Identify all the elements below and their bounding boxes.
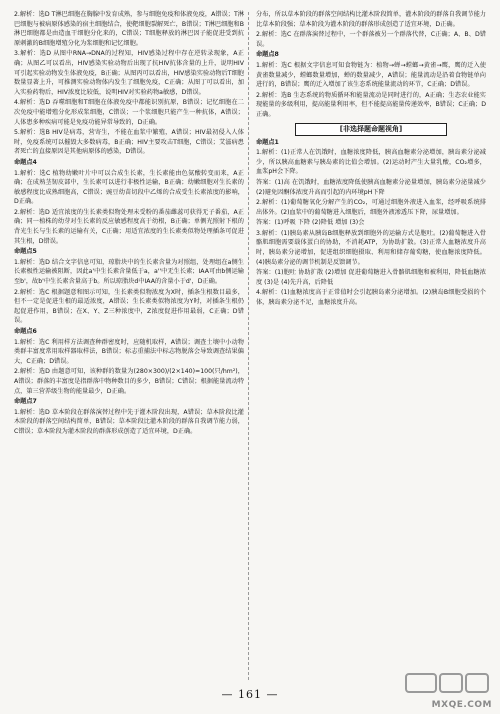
answer-paragraph: 分布，所以草本阶段的群落空间结构比灌木阶段简单，灌木阶段的群落自我调节能力比草本阶段强；草本阶段为灌木阶段的群落形成创造了适宜环境，D正确。 [256, 11, 486, 28]
column-divider [248, 12, 249, 680]
answer-paragraph: 2.解析：选C 在群落演替过程中，一个群落被另一个群落代替，C正确；A、B、D错误。 [256, 31, 486, 48]
answer-paragraph: 2.解析：选D 由题意可知，该种群的数量为(280×300)/(2×140)=100(只/hm²)，A错误；群落的丰富度是指群落中物种数目的多少，B错误；C错误；根据能量流动特点，第三营养级生物的能量最少，D正确。 [14, 368, 244, 395]
answer-paragraph: 3.解析：选D 从图中RNA→DNA的过程知，HIV感染过程中存在逆转录现象，A正确；从图乙可以看出，HIV感染实验动物后出现了抗HIV抗体含量的上升，说明HIV可引起实验动物发生体液免疫，B正确；从图丙可以看出，HIV感染实验动物后T细胞数量显著上升，可推测实验动物体内发生了细胞免疫，C正确；从图丁可以看出，加入实验药物后，HIV浓度比较低，说明HIV对实验药物a敏感，D错误。 [14, 50, 244, 96]
answer-paragraph: 1.解析：(1)正常人在饥饿时，血糖浓度降低，胰高血糖素分泌增加，胰岛素分泌减少，所以胰高血糖素与胰岛素的比值会增加。(2)运动时产生大量乳酸，CO₂增多，血浆pH会下降。 [256, 149, 486, 176]
answer-paragraph: 2.解析：(1)葡萄糖氧化分解产生的CO₂，可通过细胞外液进入血浆，经呼吸系统排出体外。(2)血浆中的葡萄糖进入细胞后，细胞外液渗透压下降，尿量增加。 [256, 199, 486, 216]
section-banner: [非选择题命题视角] [295, 123, 447, 136]
answer-paragraph: 2.解析：选C 根据题意和图示可知，生长素类似物浓度为X时，插条生根数目最多，但不一定是促进生根的最适浓度，A错误；生长素类似物浓度为Y时，对插条生根仍起促进作用，B错误；在X、Y、Z三种浓度中，Z浓度促进作用最弱，C正确；D错误。 [14, 288, 244, 325]
section-heading: 命题点8 [256, 51, 279, 59]
section-heading: 命题点1 [256, 138, 279, 146]
answer-paragraph: 5.解析：选B HIV是病毒，营寄生，不能在血浆中繁殖，A错误；HIV最初侵入人体时，免疫系统可以摧毁大多数病毒，B正确；HIV主要攻击T细胞，C错误；艾滋病患者死亡的直接原因是其他病原体的感染，D错误。 [14, 129, 244, 156]
answer-paragraph: 2.解析：选D T淋巴细胞在胸腺中发育成熟，参与细胞免疫和体液免疫，A错误；T淋巴细胞与被病原体感染的宿主细胞结合，使靶细胞裂解死亡，B错误；T淋巴细胞和B淋巴细胞都是由造血干细胞分化来的，C错误；T细胞释放的淋巴因子能促进受到抗原刺激的B细胞增殖分化为浆细胞和记忆细胞。 [14, 11, 244, 47]
answer-paragraph: 1.解析：选C 利用样方法调查种群密度时，应随机取样，A错误；调查土壤中小动物类群丰富度常用取样器取样法，B错误；标志重捕法中标志物脱落会导致调查结果偏大，C正确；D错误。 [14, 338, 244, 365]
answer-paragraph: 答案：(1)高 在饥饿时，血糖浓度降低使胰高血糖素分泌量增加，胰岛素分泌量减少 (2)避免因酮体浓度升高而引起的内环境pH下降 [256, 178, 486, 196]
answer-paragraph: 4.解析：选D 吞噬细胞和T细胞在体液免疫中都能识别抗原，B错误；记忆细胞在二次免疫中能增殖分化形成浆细胞，C错误；一个浆细胞只能产生一种抗体，A错误；人体患多种疾病可能是免疫功能异常导致的，D正确。 [14, 99, 244, 126]
section-heading: 命题点7 [14, 398, 37, 406]
answer-paragraph: 1.解析：选C 植物幼嫩叶片中可以合成生长素，生长素能由色氨酸转变而来，A正确；在成熟茎韧皮部中，生长素可以进行非极性运输，B正确；幼嫩细胞对生长素的敏感程度比成熟细胞高，C错误；豌豆幼苗切段中乙烯的合成受生长素浓度的影响，D正确。 [14, 169, 244, 206]
left-column [14, 10, 244, 438]
page-number: — 161 — [221, 688, 279, 701]
answer-paragraph: 1.解析：选D 结合文字信息可知，琼脂块中的生长素含量为对照组，处理组在a侧生长素极性运输被阻断，因此a'中生长素含量低于a，a''中无生长素；IAA可由b侧运输至b'，故b'中生长素含量高于b。所以琼脂块d中IAA的含量小于d'，D正确。 [14, 258, 244, 286]
answer-paragraph: 答案：(1)胞吐 协助扩散 (2)增加 促进葡萄糖进入骨骼肌细胞和被利用，降低血糖浓度 (3)是 (4)先升高，后降低 [256, 269, 486, 286]
answer-paragraph: 1.解析：选C 根据文字信息可知食物链为：植物→蝉→螳螂→黄雀→鹰，鹰的迁入使黄雀数量减少，螳螂数量增加，蝉的数量减少，A错误；能量流动是沿着食物链单向进行的，B错误；鹰的迁入增加了该生态系统能量流动的环节，C正确；D错误。 [256, 61, 486, 89]
answer-paragraph: 2.解析：选B 生态系统的物质循环和能量流动是同时进行的，A正确；生态农业能实现能量的多级利用，提高能量利用率，但不能提高能量传递效率，B错误；C正确；D正确。 [256, 91, 486, 118]
answer-paragraph: 2.解析：选D 适宜浓度的生长素类似物处理未受粉的番茄雌蕊可获得无子番茄，A正确；同一植株的幼芽对生长素的反应敏感程度高于幼根，B正确；单侧光照射下根的背光生长与生长素的运输有关，C正确；用适宜浓度的生长素类似物处理插条可促进其生根，D错误。 [14, 208, 244, 245]
answer-paragraph: 4.解析：(1)血糖浓度高于正常值时会引起胰岛素分泌增加。(2)胰岛B细胞受损的个体，胰岛素分泌不足，血糖浓度升高。 [256, 289, 486, 307]
answer-paragraph: 1.解析：选D 草本阶段在群落演替过程中先于灌木阶段出现，A错误；草本阶段比灌木阶段的群落空间结构简单，B错误；草本阶段比灌木阶段的群落自我调节能力弱，C错误；草本阶段为灌木阶段的群落形成创造了适宜环境，D正确。 [14, 408, 244, 435]
section-heading: 命题点6 [14, 328, 37, 335]
section-heading: 命题点4 [14, 158, 37, 166]
right-column [256, 10, 486, 309]
answer-paragraph: 答案：(1)呼吸 下降 (2)降低 增加 (3)会 [256, 219, 365, 227]
section-heading: 命题点5 [14, 248, 37, 256]
answer-paragraph: 3.解析：(1)胰岛素从胰岛B细胞释放到细胞外的运输方式是胞吐。(2)葡萄糖进入骨骼肌细胞需要载体蛋白的协助，不消耗ATP，为协助扩散。(3)正常人血糖浓度升高时，胰岛素分泌增加，促进组织细胞摄取、利用和储存葡萄糖，使血糖浓度降低。(4)胰岛素分泌的调节机制是反馈调节。 [256, 229, 486, 266]
watermark-text: MXQE.COM [431, 700, 492, 710]
